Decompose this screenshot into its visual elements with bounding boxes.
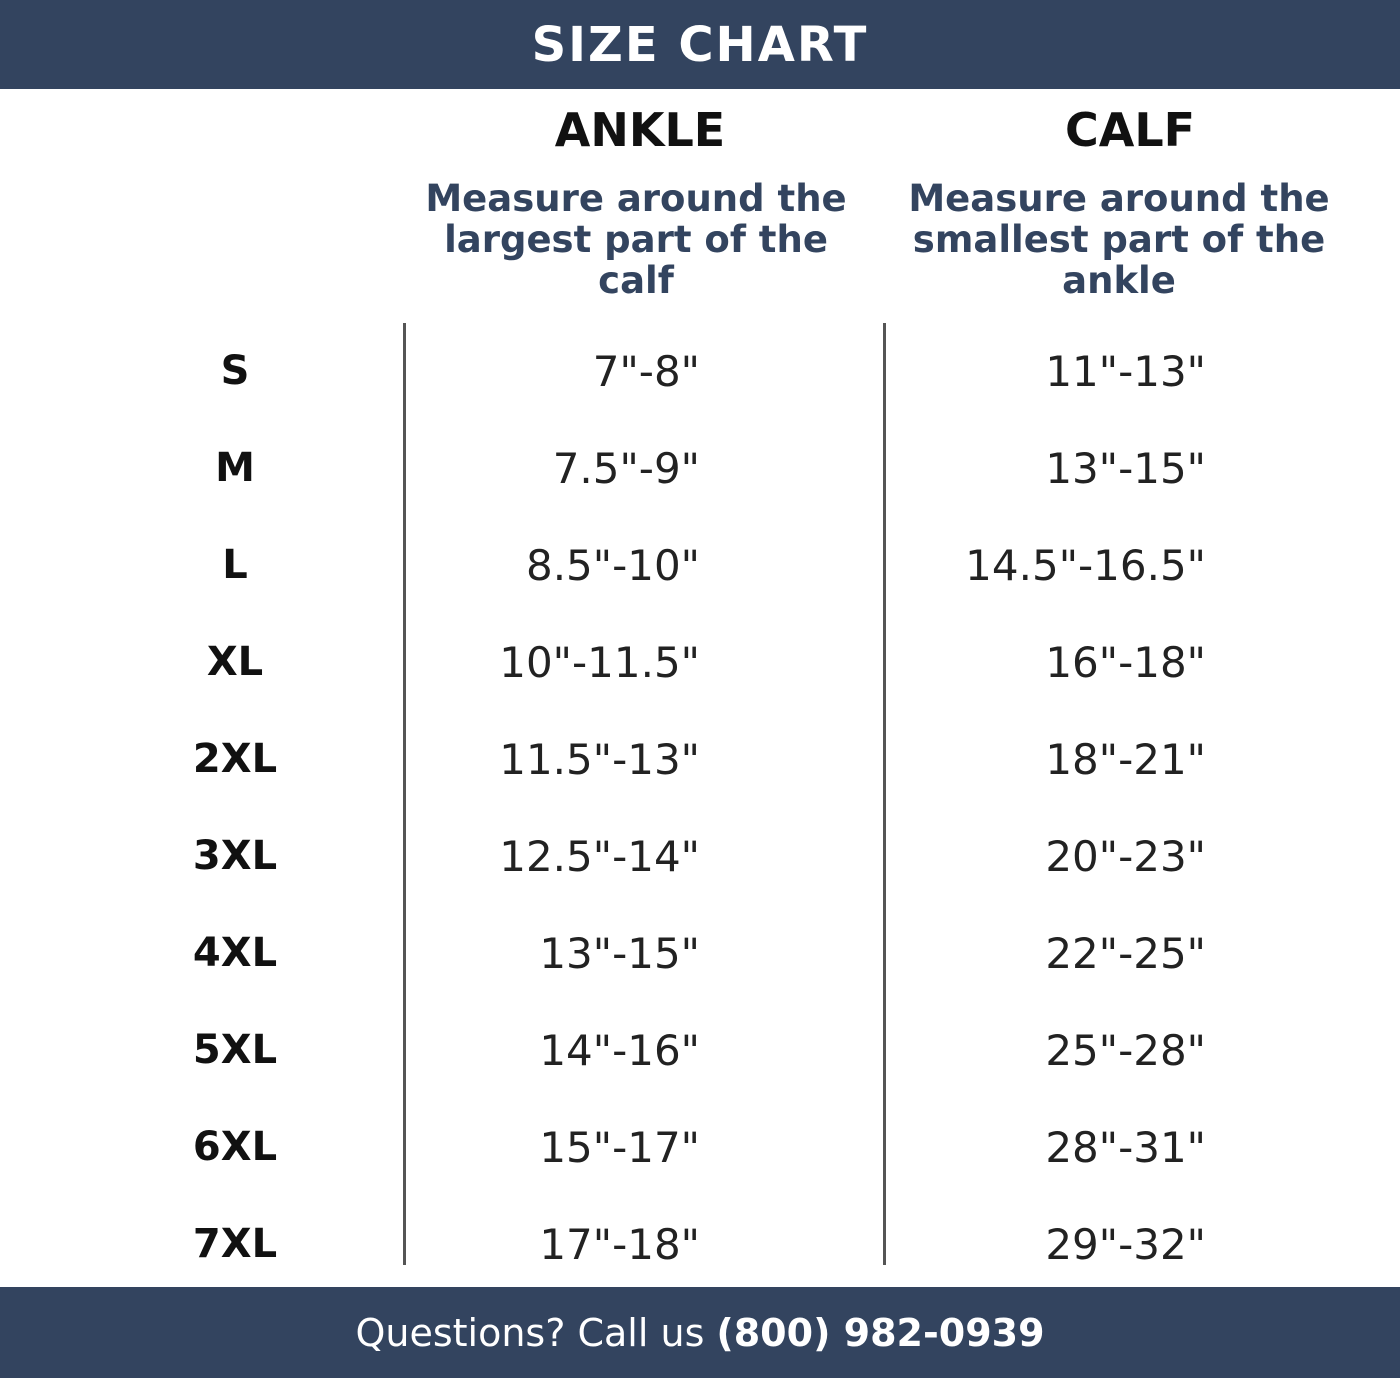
phone-number[interactable]: (800) 982-0939: [716, 1310, 1045, 1355]
page-title: SIZE CHART: [531, 16, 869, 73]
ankle-column-heading: ANKLE: [554, 103, 726, 157]
calf-range: 20"-23": [1045, 832, 1206, 881]
calf-range: 11"-13": [1045, 347, 1206, 396]
size-label: 3XL: [192, 833, 278, 879]
table-row: [0, 517, 1400, 614]
ankle-range: 7.5"-9": [552, 444, 700, 493]
calf-column-description: Measure around the smallest part of the ankle: [908, 177, 1330, 302]
size-table: [0, 323, 1400, 1293]
table-row: [0, 905, 1400, 1002]
size-label: 6XL: [192, 1124, 278, 1170]
table-row: [0, 323, 1400, 420]
table-row: [0, 1099, 1400, 1196]
size-label: 5XL: [192, 1027, 278, 1073]
table-row: [0, 420, 1400, 517]
calf-range: 18"-21": [1045, 735, 1206, 784]
ankle-range: 12.5"-14": [499, 832, 700, 881]
size-label: 7XL: [192, 1221, 278, 1267]
table-row: [0, 808, 1400, 905]
size-label: XL: [206, 639, 264, 685]
calf-range: 22"-25": [1045, 929, 1206, 978]
ankle-range: 15"-17": [539, 1123, 700, 1172]
size-label: 2XL: [192, 736, 278, 782]
table-row: [0, 1196, 1400, 1293]
ankle-range: 10"-11.5": [499, 638, 700, 687]
table-row: [0, 711, 1400, 808]
footer-bar: [0, 1287, 1400, 1378]
calf-range: 28"-31": [1045, 1123, 1206, 1172]
ankle-range: 13"-15": [539, 929, 700, 978]
calf-range: 14.5"-16.5": [965, 541, 1206, 590]
ankle-column-description: Measure around the largest part of the calf: [425, 177, 847, 302]
ankle-range: 17"-18": [539, 1220, 700, 1269]
size-label: 4XL: [192, 930, 278, 976]
ankle-range: 11.5"-13": [499, 735, 700, 784]
calf-range: 13"-15": [1045, 444, 1206, 493]
ankle-range: 8.5"-10": [525, 541, 700, 590]
table-row: [0, 1002, 1400, 1099]
footer-prefix: Questions? Call us: [355, 1310, 705, 1355]
ankle-range: 14"-16": [539, 1026, 700, 1075]
calf-column-heading: CALF: [1064, 103, 1196, 157]
calf-range: 16"-18": [1045, 638, 1206, 687]
size-label: S: [220, 348, 250, 394]
calf-range: 25"-28": [1045, 1026, 1206, 1075]
table-row: [0, 614, 1400, 711]
header-bar: [0, 0, 1400, 89]
size-label: M: [215, 445, 255, 491]
size-label: L: [222, 542, 248, 588]
calf-range: 29"-32": [1045, 1220, 1206, 1269]
ankle-range: 7"-8": [592, 347, 700, 396]
